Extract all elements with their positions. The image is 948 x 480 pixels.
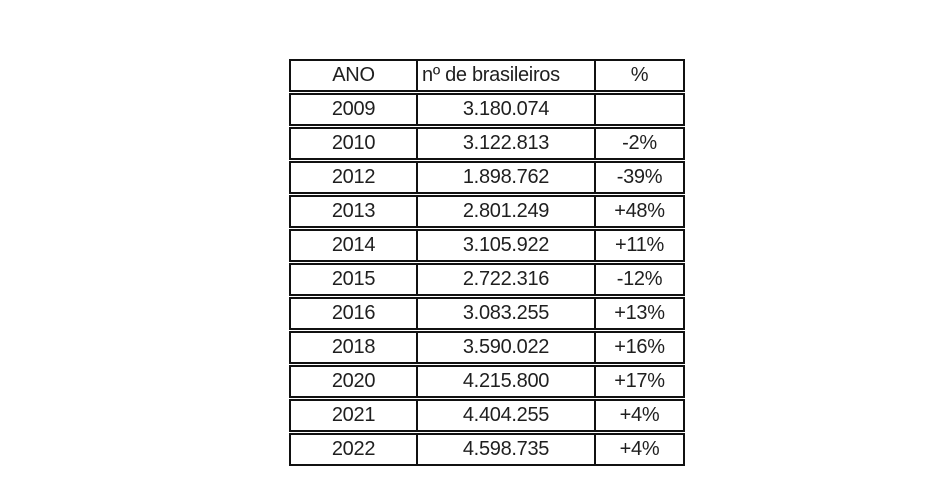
- percent-cell: +16%: [614, 336, 665, 358]
- year-cell: 2021: [291, 401, 418, 430]
- table-row: [289, 433, 685, 466]
- table-row: [289, 161, 685, 194]
- percent-cell: -39%: [616, 166, 663, 188]
- count-cell: 4.598.735: [418, 435, 596, 464]
- year-cell: 2020: [291, 367, 418, 396]
- count-cell: 3.180.074: [418, 95, 596, 124]
- count-cell: 2.801.249: [418, 197, 596, 226]
- table-row: [289, 127, 685, 160]
- count-cell: 4.404.255: [418, 401, 596, 430]
- percent-cell: +17%: [614, 370, 665, 392]
- brazilians-by-year-table: [289, 59, 685, 466]
- table-row: [289, 93, 685, 126]
- percent-cell: -12%: [616, 268, 663, 290]
- count-cell: 3.105.922: [418, 231, 596, 260]
- percent-cell: +4%: [619, 404, 660, 426]
- year-cell: 2016: [291, 299, 418, 328]
- percent-cell: +4%: [619, 438, 660, 460]
- year-cell: 2009: [291, 95, 418, 124]
- percent-cell: +11%: [614, 234, 665, 256]
- percent-cell: -2%: [622, 132, 657, 154]
- count-cell: 2.722.316: [418, 265, 596, 294]
- count-cell: 3.122.813: [418, 129, 596, 158]
- year-cell: 2012: [291, 163, 418, 192]
- header-year: ANO: [291, 61, 418, 90]
- count-cell: 3.590.022: [418, 333, 596, 362]
- year-cell: 2010: [291, 129, 418, 158]
- year-cell: 2014: [291, 231, 418, 260]
- table-row: [289, 297, 685, 330]
- percent-cell: +13%: [614, 302, 665, 324]
- percent-cell: [596, 95, 683, 124]
- percent-cell: +48%: [614, 200, 665, 222]
- table-row: [289, 263, 685, 296]
- year-cell: 2013: [291, 197, 418, 226]
- year-cell: 2015: [291, 265, 418, 294]
- table-row: [289, 195, 685, 228]
- count-cell: 1.898.762: [418, 163, 596, 192]
- table-row: [289, 229, 685, 262]
- header-percent: %: [630, 64, 649, 86]
- table-row: [289, 331, 685, 364]
- count-cell: 3.083.255: [418, 299, 596, 328]
- table-header-row: [289, 59, 685, 92]
- table-body: [289, 93, 685, 466]
- count-cell: 4.215.800: [418, 367, 596, 396]
- year-cell: 2022: [291, 435, 418, 464]
- table-row: [289, 365, 685, 398]
- table-row: [289, 399, 685, 432]
- header-count: nº de brasileiros: [418, 61, 596, 90]
- year-cell: 2018: [291, 333, 418, 362]
